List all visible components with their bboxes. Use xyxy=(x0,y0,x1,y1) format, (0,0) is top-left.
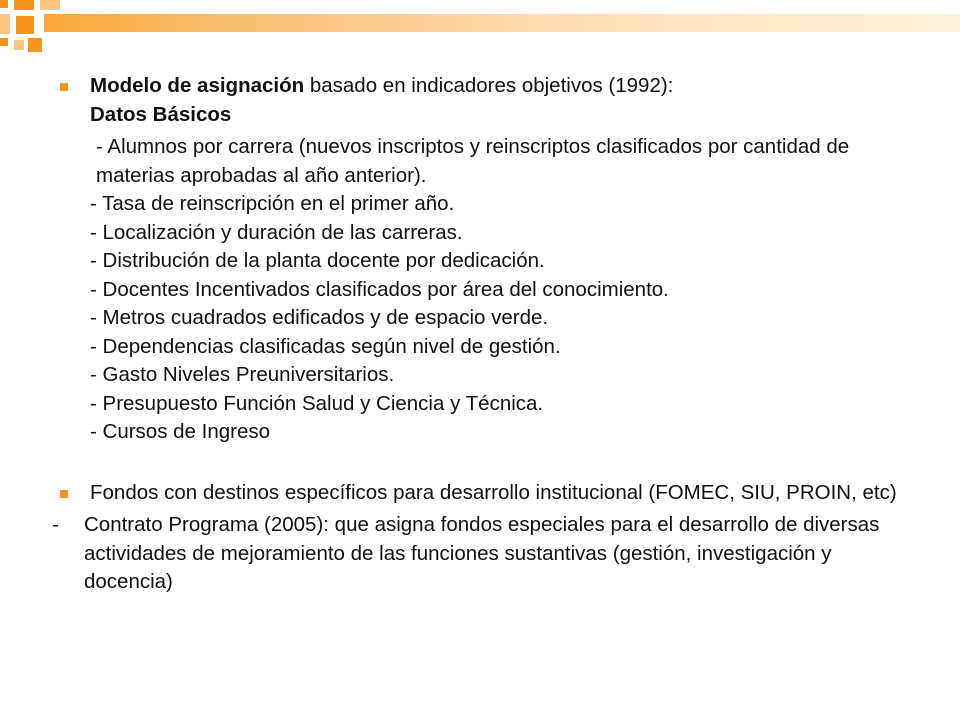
header-gradient-band xyxy=(44,14,960,32)
list-item: - Presupuesto Función Salud y Ciencia y Técnica. xyxy=(90,391,544,415)
deco-square xyxy=(28,38,42,52)
deco-square xyxy=(0,38,8,46)
deco-square xyxy=(40,0,60,10)
section-specific-funds xyxy=(58,479,918,508)
list-item: - Tasa de reinscripción en el primer año. xyxy=(90,192,455,215)
section-subtitle: Datos Básicos xyxy=(90,102,232,126)
list-item: - Localización y duración de las carreras. xyxy=(90,220,463,244)
list-item: - Dependencias clasificadas según nivel de gestión. xyxy=(90,334,561,358)
program-contract-text: Contrato Programa (2005): que asigna fondos especiales para el desarrollo de diversas actividades de mejoramiento de las funciones sustantivas (gestión, investigación y docencia) xyxy=(84,513,880,593)
list-item: - Gasto Niveles Preuniversitarios. xyxy=(90,363,395,386)
deco-square xyxy=(14,0,34,10)
deco-square xyxy=(0,0,8,8)
list-item: - Cursos de Ingreso xyxy=(90,420,271,443)
section-program-contract xyxy=(52,511,918,597)
section-title-rest: basado en indicadores objetivos (1992): xyxy=(304,74,674,97)
deco-square xyxy=(16,16,34,34)
square-bullet-icon xyxy=(60,490,68,498)
deco-square xyxy=(0,14,10,34)
list-item: - Metros cuadrados edificados y de espacio verde. xyxy=(90,306,549,329)
square-bullet-icon xyxy=(60,83,68,91)
basic-data-list xyxy=(90,133,918,447)
list-item: - Docentes Incentivados clasificados por área del conocimiento. xyxy=(90,277,669,301)
section-title xyxy=(90,72,918,101)
list-item: - Alumnos por carrera (nuevos inscriptos y reinscriptos clasificados por cantidad de materias aprobadas al año anterior). xyxy=(96,135,850,187)
specific-funds-text: Fondos con destinos específicos para desarrollo institucional (FOMEC, SIU, PROIN, etc) xyxy=(90,480,897,504)
section-allocation-model xyxy=(58,72,918,129)
dash-marker: - xyxy=(52,513,59,536)
list-item: - Distribución de la planta docente por dedicación. xyxy=(90,249,545,272)
slide-content xyxy=(52,72,918,597)
spacer xyxy=(58,447,918,479)
section-title-bold: Modelo de asignación xyxy=(90,74,305,97)
deco-square xyxy=(14,40,24,50)
